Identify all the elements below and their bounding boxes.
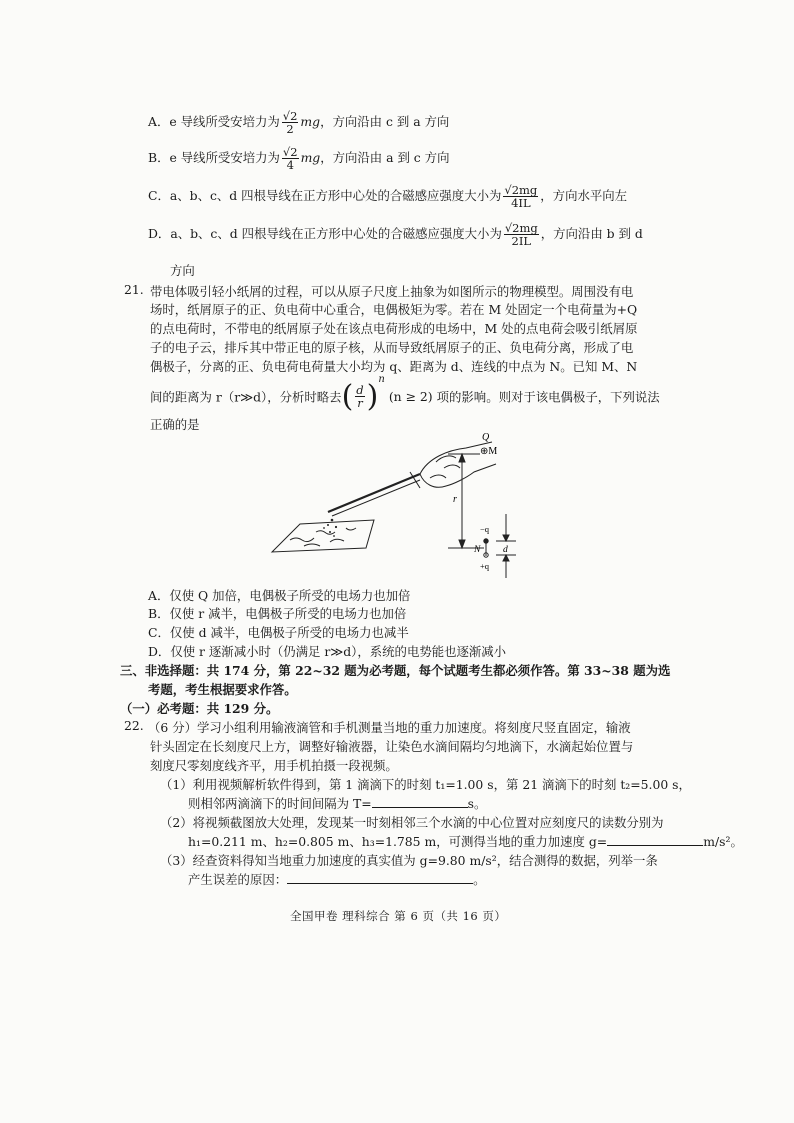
q22-line-2: 针头固定在长刻度尺上方，调整好输液器，让染色水滴间隔均匀地滴下，水滴起始位置与 (150, 739, 634, 754)
answer-blank-error-reason[interactable] (287, 871, 473, 884)
q21-line-4: 子的电子云，排斥其中带正电的原子核，从而导致纸屑原子的正、负电荷分离，形成了电 (150, 340, 634, 355)
label-plus-q: +q (480, 561, 490, 571)
q21-line-5: 偶极子，分离的正、负电荷电荷量大小均为 q、距离为 d、连线的中点为 N。已知 M、N (150, 359, 638, 374)
q20-option-a (148, 110, 449, 135)
q21-option-a: A．仅使 Q 加倍，电偶极子所受的电场力也加倍 (148, 588, 411, 603)
label-m: ⊕M (480, 446, 498, 457)
q21-line6-condition: (n ≥ 2) (388, 389, 433, 404)
label-r: r (453, 494, 457, 505)
q20-a-post: ，方向沿由 c 到 a 方向 (320, 114, 450, 130)
answer-blank-g[interactable] (607, 833, 703, 846)
q22-line-3: 刻度尺零刻度线齐平，用手机拍摄一段视频。 (150, 758, 398, 773)
q21-line6-fraction: $\frac{d}{r}$ (356, 382, 364, 410)
q20-option-d (148, 222, 643, 247)
q20-b-post: ，方向沿由 a 到 c 方向 (320, 150, 450, 166)
answer-blank-t[interactable] (372, 795, 468, 808)
q21-option-b: B．仅使 r 减半，电偶极子所受的电场力也加倍 (148, 606, 407, 621)
q22-part1-line2: 则相邻两滴滴下的时间间隔为 T= s。 (188, 796, 487, 811)
q20-b-fraction: $\frac{√2}{4}$ (282, 145, 298, 173)
q21-line-3: 的点电荷时，不带电的纸屑原子处在该点电荷形成的电场中，M 处的点电荷会吸引纸屑原 (150, 321, 638, 336)
paper-sheet (272, 520, 374, 552)
q22-part2-line2: h₁=0.211 m、h₂=0.805 m、h₃=1.785 m，可测得当地的重力加速度 g= m/s²。 (188, 834, 743, 849)
q21-line6-exponent: n (378, 374, 385, 385)
q20-b-pre: B．e 导线所受安培力为 (148, 150, 280, 166)
q22-part1-line1: （1）利用视频解析软件得到，第 1 滴滴下的时刻 t₁=1.00 s，第 21 滴滴下的时刻 t₂=5.00 s， (160, 777, 691, 792)
section3-heading-line1: 三、非选择题：共 174 分，第 22~32 题为必考题，每个试题考生都必须作答。第 33~38 题为选 (120, 663, 671, 678)
label-d: d (503, 545, 508, 555)
q20-d-pre: D．a、b、c、d 四根导线在正方形中心处的合磁感应强度大小为 (148, 226, 502, 242)
q20-d-post: ，方向沿由 b 到 d (540, 226, 643, 242)
q21-number: 21. (124, 282, 144, 297)
label-q: Q (482, 432, 490, 443)
q21-line-6: 间的距离为 r（r≫d），分析时略去( $\frac{d}{r}$ )$^n$(n ≥ 2) 项的影响。则对于该电偶极子，下列说法 (150, 374, 660, 414)
q22-part3-line1: （3）经查资料得知当地重力加速度的真实值为 g=9.80 m/s²，结合测得的数据，列举一条 (160, 853, 658, 868)
q22-line-1: （6 分）学习小组利用输液滴管和手机测量当地的重力加速度。将刻度尺竖直固定，输液 (148, 720, 631, 735)
q21-option-d: D．仅使 r 逐渐减小时（仍满足 r≫d），系统的电势能也逐渐减小 (148, 644, 507, 659)
section3-heading-line2: 考题，考生根据要求作答。 (148, 682, 297, 697)
q20-a-mg: mg (300, 114, 321, 130)
q20-a-pre: A．e 导线所受安培力为 (148, 114, 280, 130)
q22-number: 22. (124, 718, 144, 733)
q20-c-post: ，方向水平向左 (540, 188, 628, 204)
q21-line-2: 场时，纸屑原子的正、负电荷中心重合，电偶极矩为零。若在 M 处固定一个电荷量为+Q (150, 302, 638, 317)
q22-part2-line1: （2）将视频截图放大处理，发现某一时刻相邻三个水滴的中心位置对应刻度尺的读数分别为 (160, 815, 664, 830)
q21-line-7: 正确的是 (150, 417, 200, 432)
q20-option-b (148, 146, 449, 171)
q20-d-fraction: $\frac{√2mg}{2IL}$ (504, 221, 538, 249)
q20-c-pre: C．a、b、c、d 四根导线在正方形中心处的合磁感应强度大小为 (148, 188, 502, 204)
q22-part3-line2: 产生误差的原因： 。 (188, 872, 486, 887)
page-footer: 全国甲卷 理科综合 第 6 页（共 16 页） (290, 909, 507, 923)
q21-line-1: 带电体吸引轻小纸屑的过程，可以从原子尺度上抽象为如图所示的物理模型。周围没有电 (150, 284, 634, 299)
q21-figure (270, 428, 530, 586)
label-minus-q: −q (480, 524, 490, 534)
q20-option-c (148, 184, 627, 209)
q21-option-c: C．仅使 d 减半，电偶极子所受的电场力也减半 (148, 625, 409, 640)
q21-line6-post: 项的影响。则对于该电偶极子，下列说法 (436, 389, 660, 405)
hand-with-rod-illustration (328, 442, 496, 516)
section3-subheading: （一）必考题：共 129 分。 (120, 701, 279, 716)
q20-c-fraction: $\frac{√2mg}{4IL}$ (504, 183, 538, 211)
q20-option-d-continued: 方向 (170, 263, 195, 278)
q21-line6-pre: 间的距离为 r（r≫d），分析时略去 (150, 389, 342, 405)
q20-a-fraction: $\frac{√2}{2}$ (282, 109, 298, 137)
q20-b-mg: mg (300, 150, 321, 166)
label-n: N (474, 545, 481, 555)
